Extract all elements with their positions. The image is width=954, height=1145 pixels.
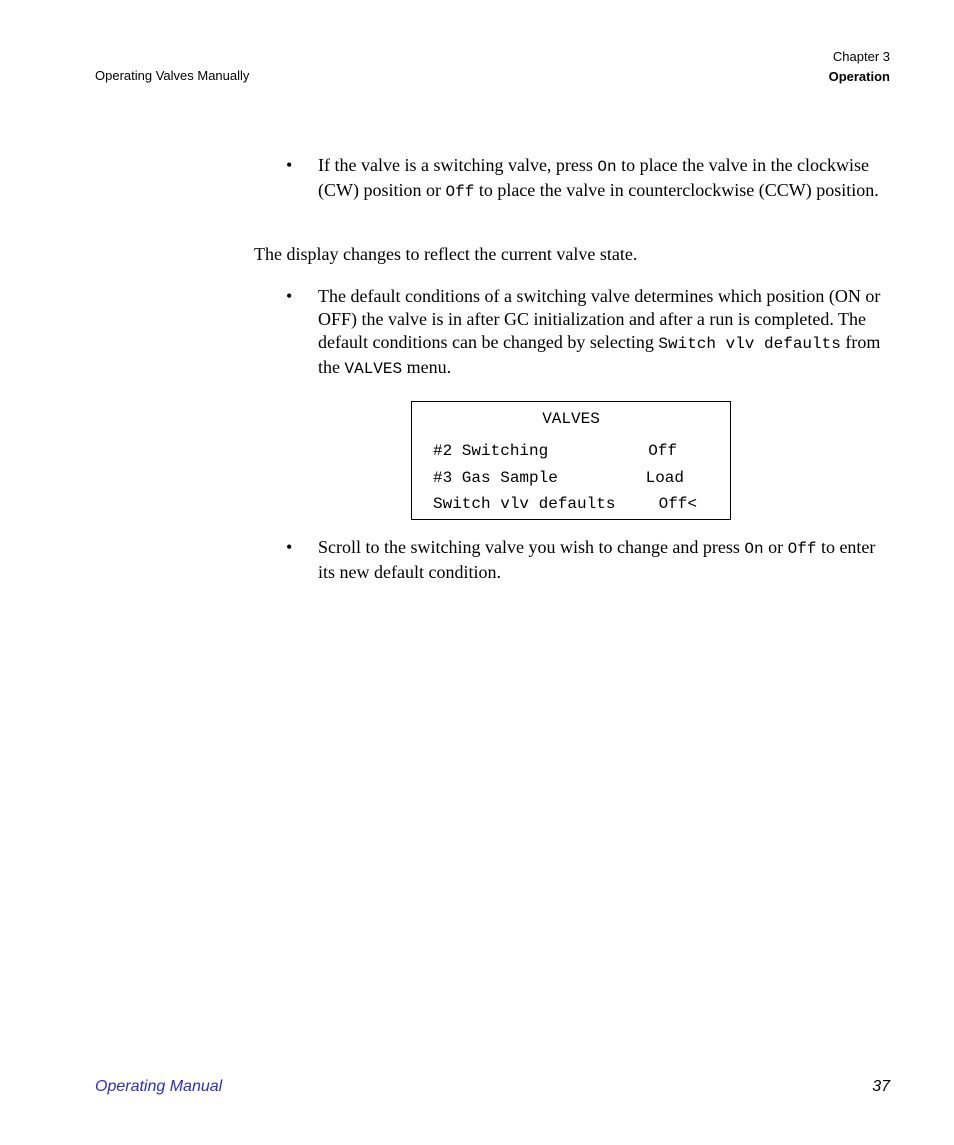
row-label: #3 Gas Sample <box>433 469 558 487</box>
text: to place the valve in counterclockwise (CCW) position. <box>474 180 879 200</box>
chapter-title: Operation <box>828 69 890 84</box>
bullet-default-conditions <box>318 285 890 381</box>
valves-display-screen <box>411 401 731 520</box>
footer-manual-title: Operating Manual <box>95 1078 223 1095</box>
text: to enter its new default condition. <box>318 537 876 582</box>
text: The default conditions of a switching valve determines which position (ON or OFF) the valve is in after GC initialization and after a run is completed. The default conditions can be changed by selecting <box>318 286 881 352</box>
display-row <box>433 442 697 462</box>
text: menu. <box>402 357 452 377</box>
text: or <box>763 537 788 557</box>
bullet-marker: • <box>286 286 293 306</box>
display-title: VALVES <box>542 410 600 428</box>
row-value: Load <box>645 469 684 487</box>
text: to place the valve in the clockwise (CW) position or <box>318 155 870 200</box>
row-label: #2 Switching <box>433 442 549 460</box>
switch-vlv-defaults-command: Switch vlv defaults <box>658 335 841 353</box>
off-key: Off <box>787 540 817 558</box>
running-header-chapter <box>829 47 890 87</box>
on-key: On <box>744 540 764 558</box>
chapter-number: Chapter 3 <box>832 49 890 64</box>
row-label: Switch vlv defaults <box>433 495 616 513</box>
page-number: 37 <box>872 1078 890 1095</box>
bullet-marker: • <box>286 537 293 557</box>
display-changes-paragraph: The display changes to reflect the current valve state. <box>254 244 638 264</box>
running-header-section: Operating Valves Manually <box>95 68 250 83</box>
bullet-marker: • <box>286 155 293 175</box>
display-row <box>433 469 697 489</box>
text: Scroll to the switching valve you wish to change and press <box>318 537 745 557</box>
valves-menu-name: VALVES <box>344 360 403 378</box>
text: from the <box>318 332 881 377</box>
bullet-switching-valve <box>318 154 890 204</box>
off-key: Off <box>445 183 475 201</box>
bullet-scroll-instruction <box>318 536 890 584</box>
row-value: Off <box>648 442 677 460</box>
row-value: Off< <box>658 495 697 513</box>
on-key: On <box>597 158 617 176</box>
display-row <box>433 495 697 515</box>
text: If the valve is a switching valve, press <box>318 155 598 175</box>
